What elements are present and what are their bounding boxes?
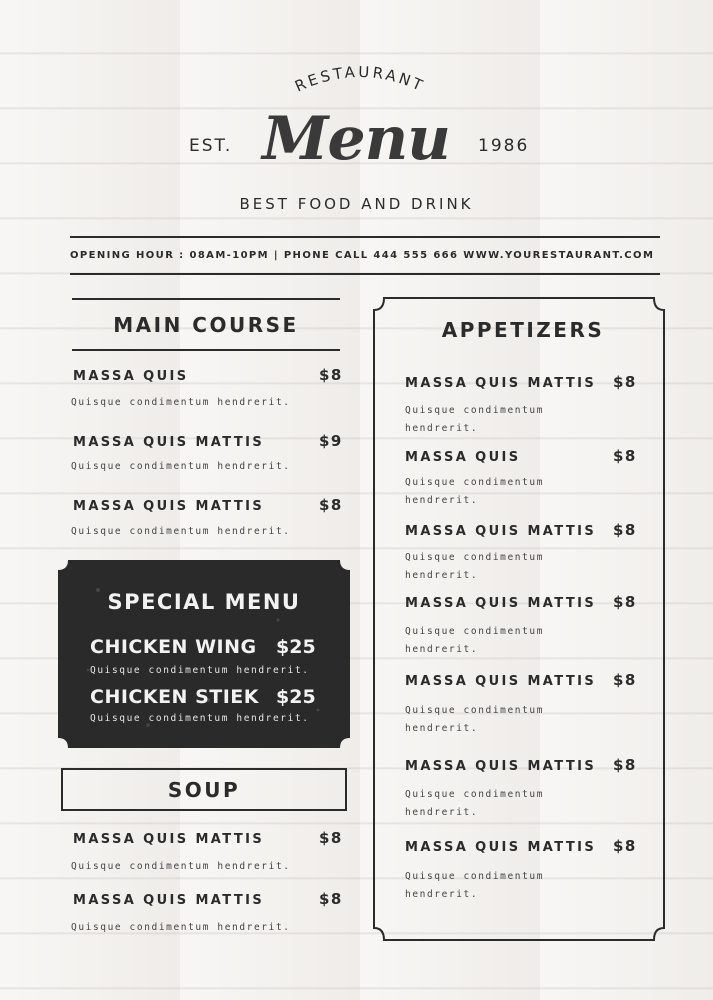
svg-text:RESTAURANT: [292, 63, 428, 96]
main-course-title: MAIN COURSE: [113, 313, 299, 337]
info-line: OPENING HOUR : 08AM-10PM | PHONE CALL 444 555 666 WWW.YOURESTAURANT.COM: [70, 250, 655, 261]
main-course-item-desc: Quisque condimentum hendrerit.: [71, 397, 291, 408]
special-item-desc: Quisque condimentum hendrerit.: [90, 713, 310, 724]
appetizer-item-name: MASSA QUIS MATTIS: [405, 596, 597, 611]
appetizer-item-desc: hendrerit.: [405, 495, 479, 506]
special-item-name: CHICKEN WING: [90, 636, 257, 658]
appetizer-item-desc: Quisque condimentum: [405, 477, 545, 488]
main-course-item-name: MASSA QUIS: [73, 369, 189, 384]
arc-text: RESTAURANT: [292, 62, 428, 96]
header-divider-bottom: [70, 273, 660, 275]
appetizer-item-desc: hendrerit.: [405, 889, 479, 900]
main-course-item-desc: Quisque condimentum hendrerit.: [71, 526, 291, 537]
soup-title: SOUP: [167, 778, 241, 802]
soup-item-name: MASSA QUIS MATTIS: [73, 893, 265, 908]
special-menu-title: SPECIAL MENU: [107, 590, 301, 614]
appetizer-item-name: MASSA QUIS: [405, 450, 521, 465]
appetizer-item-name: MASSA QUIS MATTIS: [405, 674, 597, 689]
main-course-item-price: $9: [319, 432, 343, 450]
appetizer-item-desc: Quisque condimentum: [405, 405, 545, 416]
appetizer-item-desc: Quisque condimentum: [405, 789, 545, 800]
special-item-price: $25: [276, 636, 316, 658]
main-course-item-name: MASSA QUIS MATTIS: [73, 499, 265, 514]
appetizer-item-name: MASSA QUIS MATTIS: [405, 759, 597, 774]
special-item-desc: Quisque condimentum hendrerit.: [90, 665, 310, 676]
main-course-divider-top: [72, 298, 340, 300]
appetizer-item-desc: hendrerit.: [405, 644, 479, 655]
soup-item-price: $8: [319, 829, 343, 847]
appetizer-item-desc: hendrerit.: [405, 807, 479, 818]
main-course-item-price: $8: [319, 496, 343, 514]
appetizer-item-desc: Quisque condimentum: [405, 626, 545, 637]
special-item-name: CHICKEN STIEK: [90, 686, 259, 708]
appetizer-item-desc: hendrerit.: [405, 723, 479, 734]
est-label: EST.: [189, 136, 233, 156]
appetizer-item-price: $8: [613, 837, 637, 855]
soup-item-desc: Quisque condimentum hendrerit.: [71, 861, 291, 872]
menu-script-title: Menu: [262, 104, 450, 174]
appetizer-item-price: $8: [613, 447, 637, 465]
appetizer-item-desc: Quisque condimentum: [405, 552, 545, 563]
tagline: BEST FOOD AND DRINK: [239, 195, 474, 213]
main-course-item-price: $8: [319, 366, 343, 384]
appetizer-item-price: $8: [613, 521, 637, 539]
appetizer-item-name: MASSA QUIS MATTIS: [405, 840, 597, 855]
appetizer-item-price: $8: [613, 671, 637, 689]
appetizer-item-price: $8: [613, 593, 637, 611]
main-course-item-name: MASSA QUIS MATTIS: [73, 435, 265, 450]
appetizers-title: APPETIZERS: [441, 318, 605, 342]
appetizer-item-desc: Quisque condimentum: [405, 705, 545, 716]
appetizer-item-price: $8: [613, 373, 637, 391]
est-year: 1986: [478, 136, 530, 156]
appetizer-item-desc: hendrerit.: [405, 423, 479, 434]
appetizer-item-desc: hendrerit.: [405, 570, 479, 581]
soup-item-desc: Quisque condimentum hendrerit.: [71, 922, 291, 933]
soup-item-price: $8: [319, 890, 343, 908]
main-course-divider-bottom: [72, 349, 340, 351]
appetizer-item-name: MASSA QUIS MATTIS: [405, 376, 597, 391]
soup-item-name: MASSA QUIS MATTIS: [73, 832, 265, 847]
appetizer-item-price: $8: [613, 756, 637, 774]
main-course-item-desc: Quisque condimentum hendrerit.: [71, 461, 291, 472]
header-divider-top: [70, 236, 660, 238]
appetizer-item-desc: Quisque condimentum: [405, 871, 545, 882]
special-item-price: $25: [276, 686, 316, 708]
appetizer-item-name: MASSA QUIS MATTIS: [405, 524, 597, 539]
